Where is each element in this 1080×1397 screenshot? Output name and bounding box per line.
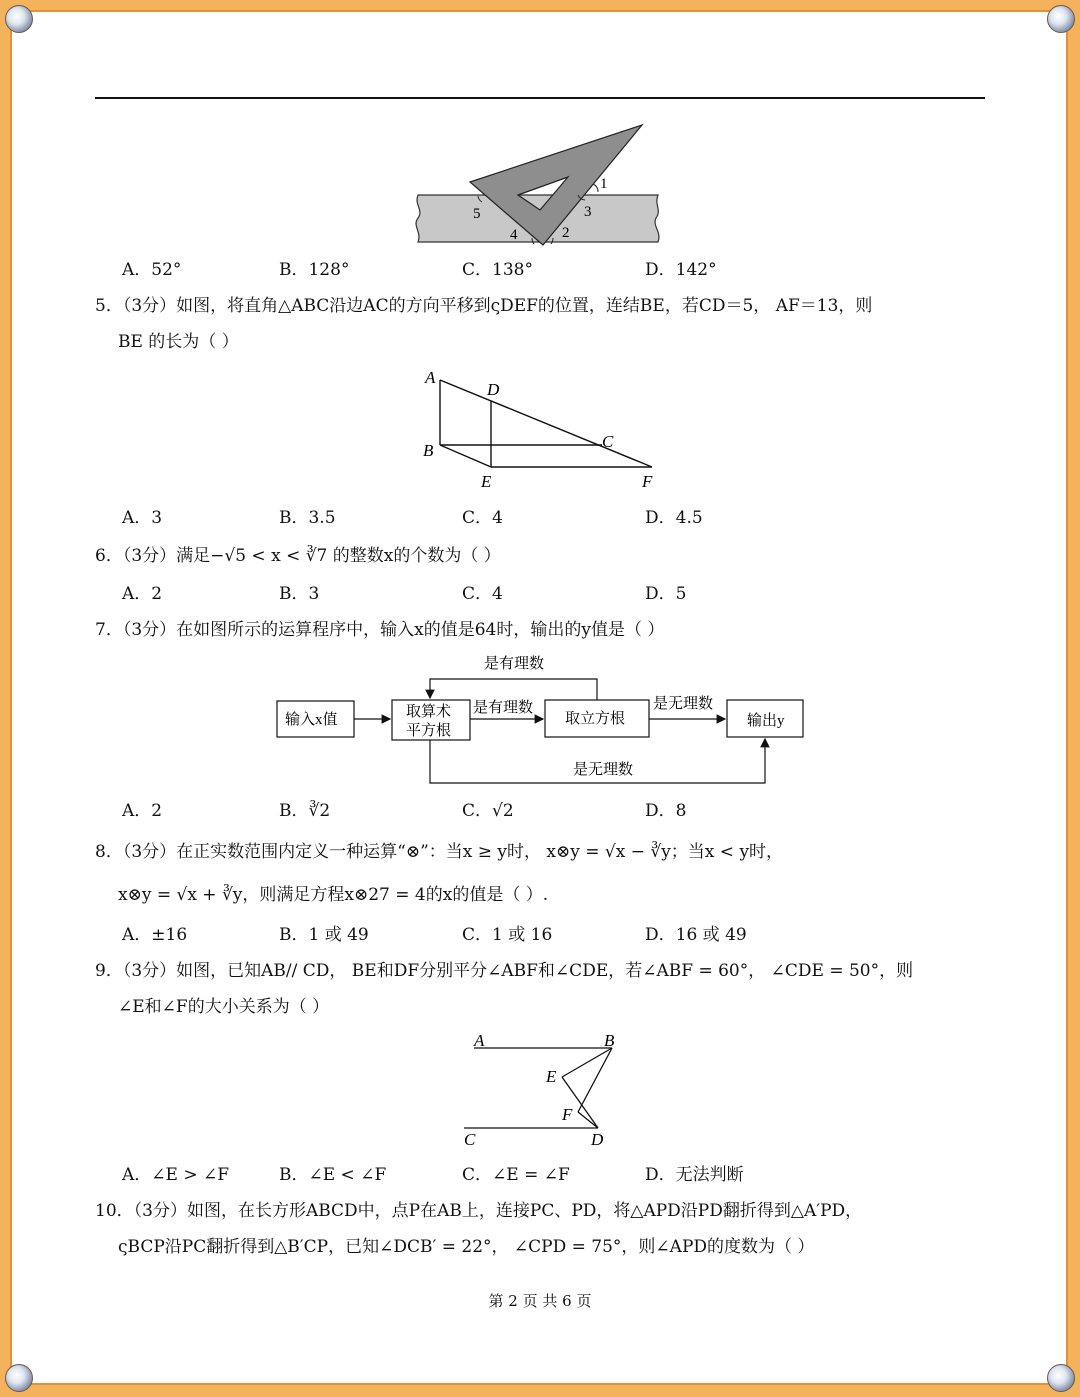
q9-stem-line1: 9．（3分）如图，已知AB// CD， BE和DF分别平分∠ABF和∠CDE，若∠ABF = 60°， ∠CDE = 50°，则: [95, 961, 914, 981]
label-D: D: [487, 380, 500, 399]
q4-option-b: B．128°: [279, 260, 350, 280]
q6-option-a: A．2: [122, 584, 163, 604]
q5-figure: [420, 365, 670, 495]
label-C: C: [602, 432, 614, 451]
q9-option-a: A．∠E > ∠F: [122, 1165, 230, 1185]
q5-option-c: C．4: [462, 508, 503, 528]
q9-option-b: B．∠E < ∠F: [279, 1165, 387, 1185]
label-C: C: [464, 1130, 476, 1149]
q6-option-b: B．3: [279, 584, 320, 604]
flow-irrational: 是无理数: [653, 696, 714, 712]
q4-option-a: A．52°: [122, 260, 182, 280]
q9-option-d: D．无法判断: [645, 1165, 744, 1185]
q6-stem: 6．（3分）满足−√5 < x < ∛7 的整数x的个数为（ ）: [95, 546, 501, 566]
q7-option-b: B．∛2: [279, 801, 331, 821]
flow-cbrt: 取立方根: [565, 711, 626, 727]
label-F: F: [642, 472, 653, 491]
q7-option-d: D．8: [645, 801, 687, 821]
q8-option-c: C．1 或 16: [462, 925, 553, 945]
q4-option-c: C．138°: [462, 260, 533, 280]
label-5: 5: [473, 206, 481, 222]
label-A: A: [425, 368, 436, 387]
header-rule: [95, 97, 985, 99]
flow-sqrt-top: 取算术: [406, 704, 452, 720]
flow-output: 输出y: [747, 713, 785, 729]
q9-figure: [460, 1030, 630, 1150]
q6-option-d: D．5: [645, 584, 687, 604]
q6-option-c: C．4: [462, 584, 503, 604]
angle-arc: [593, 184, 598, 192]
corner-rivet-icon: [1047, 5, 1075, 33]
q8-option-b: B．1 或 49: [279, 925, 369, 945]
label-2: 2: [562, 225, 570, 241]
label-3: 3: [584, 204, 592, 220]
label-1: 1: [600, 176, 608, 192]
page-footer: 第 2 页 共 6 页: [488, 1292, 592, 1310]
q7-option-c: C．√2: [462, 801, 514, 821]
flow-input: 输入x值: [285, 712, 338, 728]
q9-option-c: C．∠E = ∠F: [462, 1165, 570, 1185]
corner-rivet-icon: [1047, 1364, 1075, 1392]
q4-option-d: D．142°: [645, 260, 717, 280]
corner-rivet-icon: [5, 1364, 33, 1392]
corner-rivet-icon: [5, 5, 33, 33]
label-A: A: [474, 1031, 485, 1050]
label-E: E: [546, 1067, 557, 1086]
label-4: 4: [510, 227, 518, 243]
flow-irrational-bottom: 是无理数: [573, 762, 634, 778]
label-B: B: [604, 1031, 615, 1050]
q5-stem-line1: 5．（3分）如图，将直角△ABC沿边AC的方向平移到ςDEF的位置，连结BE，若CD＝5， AF＝13，则: [95, 296, 873, 316]
q5-stem-line2: BE 的长为（ ）: [118, 332, 239, 352]
label-D: D: [591, 1130, 604, 1149]
q5-option-d: D．4.5: [645, 508, 703, 528]
flow-rational: 是有理数: [473, 700, 534, 716]
q5-option-a: A．3: [122, 508, 163, 528]
q8-option-d: D．16 或 49: [645, 925, 747, 945]
label-E: E: [481, 472, 492, 491]
label-B: B: [423, 441, 434, 460]
q9-stem-line2: ∠E和∠F的大小关系为（ ）: [118, 997, 330, 1017]
flow-sqrt-bottom: 平方根: [406, 723, 452, 739]
flow-rational-loop: 是有理数: [484, 656, 545, 672]
q8-option-a: A．±16: [122, 925, 188, 945]
q5-option-b: B．3.5: [279, 508, 336, 528]
q8-stem-line2: x⊗y = √x + ∛y，则满足方程x⊗27 = 4的x的值是（ ）.: [118, 885, 549, 905]
q7-flowchart: [270, 648, 810, 793]
label-F: F: [562, 1105, 573, 1124]
q4-figure: [410, 120, 670, 250]
q10-stem-line2: ςBCP沿PC翻折得到△B′CP，已知∠DCB′ = 22°， ∠CPD = 75°，则∠APD的度数为（ ）: [118, 1237, 815, 1257]
q7-stem: 7．（3分）在如图所示的运算程序中，输入x的值是64时，输出的y值是（ ）: [95, 620, 665, 640]
q8-stem-line1: 8．（3分）在正实数范围内定义一种运算“⊗”：当x ≥ y时， x⊗y = √x − ∛y；当x < y时，: [95, 842, 784, 862]
q10-stem-line1: 10．（3分）如图，在长方形ABCD中，点P在AB上，连接PC、PD，将△APD沿PD翻折得到△A′PD，: [95, 1201, 863, 1221]
q7-option-a: A．2: [122, 801, 163, 821]
